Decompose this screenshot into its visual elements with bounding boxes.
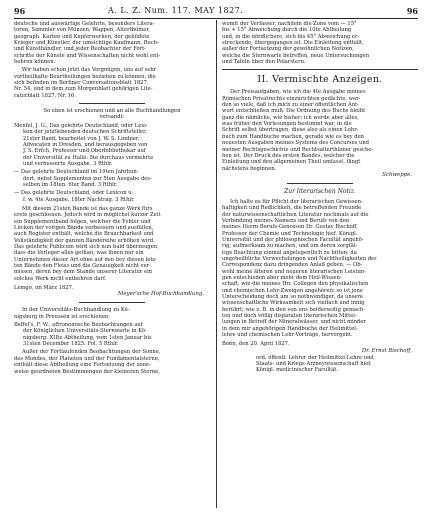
- text-line: streckende, übergegangen ist. Die Einleitung enthält,: [222, 40, 364, 47]
- text-line: und Kunsthändler, und jeder Beobachter der Fort-: [14, 46, 146, 53]
- text-line: Ich halte es für Pflicht der literarischen Gewissen-: [230, 198, 363, 205]
- text-line: womit der Verfasser, nachdem die Zone vom — 15°: [222, 21, 357, 27]
- announcement-line-2: versandt:: [99, 114, 125, 121]
- publisher-signature: Meyer'sche Hof-Buchhandlung.: [117, 291, 204, 298]
- text-line: ungeheilbliche Verwechslungen und Nachtheiligkeiten der: [222, 255, 377, 262]
- column-divider: [216, 20, 217, 508]
- text-line: Correspondenz dazu dringenden Anlaß geben. — Ob-: [222, 262, 363, 269]
- text-line: weise geordneten Bestimmungen der kleineren Sterne,: [14, 368, 160, 375]
- text-line: außer der Fortsetzung der gewöhnlichen Notizen,: [222, 46, 354, 53]
- text-line: lungen in Betreff der Mineralwässer, und nicht minder: [222, 319, 366, 326]
- text-line: erste geschlossen. Jedoch wird in möglichst kurzer Zeit: [14, 212, 161, 219]
- text-line: Königl. medicinischer Facultät.: [256, 367, 338, 374]
- running-title: A. L. Z. Num. 117. MAY 1827.: [108, 6, 244, 15]
- section-rule: [222, 69, 418, 70]
- text-line: Menfel, J. G., Das gelehrte Deutschland, oder Lexi-: [14, 122, 148, 129]
- text-line: nigsberg in Preussen ist erschienen:: [14, 313, 110, 320]
- book-entry-19th: [14, 169, 210, 188]
- text-line: Universität und der philosophischen Facultät angehö-: [222, 236, 364, 243]
- text-line: wohl meine älteren und neueren literarischen Leistun-: [222, 268, 366, 275]
- text-line: ganz die nämliche, wie bisher; ich werde aber alles,: [222, 114, 359, 121]
- text-line: Lücken der vorigen Bände verbessern und ausfüllen,: [14, 224, 154, 231]
- text-line: wissenschaftliche Wirksamkeit sich vielfach und innig: [222, 300, 365, 307]
- text-line: Außer der Fortlaufenden Beobachtungen der Sonne,: [22, 349, 161, 356]
- text-line: J. S. Erfch, Professor und Oberbibliothekar auf: [23, 148, 146, 155]
- left-column: [14, 21, 210, 375]
- text-line: gen entschieden aber mehr dem Heil-Wissen-: [222, 275, 342, 281]
- signature-title-block: [222, 355, 418, 374]
- text-line: der Universität zu Halle. 5te durchaus vermehrte: [23, 154, 154, 161]
- text-line: toren, Sammler von Münzen, Wappen, Alterthümer,: [14, 27, 150, 34]
- text-line: Beffel's, F. W., aftronomische Beobachtungen auf: [14, 322, 143, 329]
- paragraph-notice: [222, 199, 418, 339]
- text-line: Das gelehrte Publicum wird sich nun bald überzeugen,: [14, 244, 159, 250]
- text-line: nigsberg. XIIte Abtheilung, vom 1sten Januar bis: [23, 334, 152, 341]
- text-line: buch zum Handbuche machen, gerade wie es bey den: [222, 133, 364, 140]
- announcement-koenigsberg: [14, 307, 210, 320]
- text-line: der Königlichen Universitäts-Sternwarte in Kö-: [23, 328, 147, 335]
- text-line: ein Supplementband folgen, welcher die Fehler und: [14, 218, 151, 225]
- text-line: welche die Sternwarte betreffen, neue Untersuchungen: [222, 52, 370, 59]
- notice-title: Zur literarischen Notiz.: [284, 187, 356, 195]
- announcement-line: So eben ist erschienen und an alle Buchhandlungen: [43, 108, 181, 115]
- text-line: selben im 18ten. 6ter Band. 3 Rthlr.: [23, 181, 118, 188]
- text-line: und, in die nördlichere, sich bis 45° Abweichung er-: [222, 33, 360, 40]
- text-line: dass die Verleger alles gethan, was ihnen nur ein: [14, 250, 144, 257]
- text-line: missen, deren bey dem Stande unserer Literatur ein: [14, 269, 153, 276]
- text-line: Mit diesem 21sten Bande ist das ganze Werk fürs: [22, 205, 153, 212]
- text-line: raturblatt 1827. Nr. 16.: [14, 92, 76, 99]
- text-line: hen ist. Der Druck des ersten Bandes, welcher die: [222, 152, 355, 159]
- text-line: ten und doch völlig disparaten literarischen Mittei-: [222, 313, 357, 320]
- section-title: II. Vermischte Anzeigen.: [257, 74, 383, 86]
- text-line: deutsche und auswärtige Gelehrte, besonders Litera-: [14, 21, 155, 27]
- separator-2: [79, 302, 145, 303]
- text-line: solches Werk nicht entbehren darf.: [14, 275, 107, 282]
- text-line: ord. öffentl. Lehrer der Heilmittel-Lehre und: [256, 354, 374, 361]
- text-line: meiner Rechtsgeschichte und Rechtsalterthümer gesche-: [222, 146, 374, 153]
- paragraph-observations: [14, 349, 210, 374]
- text-line: und chemischen Lehr-Zweigen angehören: so ist jene: [222, 287, 363, 294]
- text-line: meines Herrn Berufs-Genossen Dr. Gustav Bischoff,: [222, 224, 358, 231]
- text-line: berührt; wie z. B. in den von uns beiderseitig gemach-: [222, 306, 365, 313]
- text-line: wort entschließen muß. Die Ordnung des Buchs bleibt: [222, 108, 366, 115]
- text-line: tige Beachtung einmal angelegentlich zu bitten; da: [222, 249, 357, 256]
- book-entry-bessel: [14, 322, 210, 347]
- book-entry-meusel: [14, 123, 210, 167]
- separator-3: [287, 183, 353, 184]
- text-line: schaft, wie die meines Hn. Collegen den physikalischen: [222, 281, 369, 288]
- text-line: schritte der Künste und Wissenschaften nicht wohl ent-: [14, 52, 161, 59]
- header-rule: [14, 18, 418, 19]
- text-line: rig, aufmerksam zu machen, und um deren sorgfäl-: [222, 243, 358, 250]
- text-line: — Das gelehrte Deutschland im 19ten Jahrhun-: [14, 169, 139, 176]
- place-date: Lemgo, im März 1827.: [14, 285, 74, 292]
- text-line: Schrift selbst übertragen, diese also als einen Lehr-: [222, 127, 359, 134]
- text-line: Nr. 54. und in dem zum Morgenblatt gehörigen Lite-: [14, 86, 153, 93]
- text-line: in dem mir angehörigen Handbuche der Heilmittel-: [222, 325, 358, 332]
- place-date-bonn: Bonn, den 20. April 1827.: [222, 341, 290, 348]
- text-line: und Tafeln über den Polarstern.: [222, 59, 306, 66]
- text-line: Professor der Chemie und Technologie hief. Königl.: [222, 230, 358, 237]
- text-line: geograph. Karten und Kupferwerken, der gebildete: [14, 33, 150, 40]
- text-line: kon der jetztlebenden deutschen Schriftsteller,: [23, 129, 147, 136]
- text-line: was früher den Vorlesungen bestimmt war, in die: [222, 121, 352, 128]
- text-line: behren können.: [14, 59, 56, 66]
- text-line: Einleitung und den allgemeinen Theil umfasst, fängt: [222, 159, 361, 166]
- paragraph-continuation: [222, 21, 418, 65]
- text-line: Wir haben schon jetzt das Vergnügen, uns auf sehr: [22, 67, 157, 74]
- text-line: Unternehmen dieser Art ohne auf den bey diesen letz-: [14, 256, 157, 263]
- text-line: bis + 15° Abweichung durch die 10te Abtheilung: [222, 27, 352, 34]
- text-line: haftigkeit und Redlichkeit, die betreffenden Freunde: [222, 205, 362, 212]
- text-line: ten Bände den Fleiss und die Genauigkeit nicht ver-: [14, 263, 151, 270]
- column-number: 96: [406, 6, 418, 16]
- text-line: neuesten Ausgaben meines Systems des Concurses und: [222, 140, 369, 147]
- text-line: Römischen Privatrechts einzurichten gedächte, wer-: [222, 95, 361, 102]
- paragraph-completion: [14, 206, 210, 282]
- text-line: den so viele, daß ich mich zu einer öffentlichen Ant-: [222, 102, 359, 109]
- text-line: Krieger und Künstler, der umsichtige Kaufmann, Buch-: [14, 40, 159, 47]
- text-line: vortheilhafte Beurtheilungen beziehen zu können, die: [14, 73, 156, 80]
- book-entry-supplement: [14, 190, 210, 203]
- text-line: des Mondes, der Planeten und der Fundamentalsterne,: [14, 355, 160, 362]
- text-line: und verbesserte Ausgabe. 3 Rthlr.: [23, 160, 113, 167]
- signature-schweppe: Schweppe.: [382, 171, 412, 178]
- text-line: enthält diese Abtheilung eine Fortsetzung der zone-: [14, 362, 151, 369]
- page-header: [14, 5, 418, 17]
- text-line: f. w. 4te Ausgabe. 18ter Nachtrag. 3 Rthlr.: [23, 196, 135, 203]
- right-column: [222, 21, 418, 374]
- text-line: der naturwissenschaftlichen Literatur nochmals auf die: [222, 211, 369, 218]
- paragraph-schweppe: [222, 89, 418, 171]
- text-line: sich befinden im Berliner Conversationsblatt 1827.: [14, 80, 149, 87]
- text-line: Vollständigkeit der ganzen Bändereihe erhöhen wird.: [14, 237, 155, 244]
- text-line: Advocaten in Dresden, und herausgegeben von: [23, 141, 148, 148]
- page-number: 96: [14, 6, 26, 16]
- paragraph-reviews: [14, 67, 210, 99]
- text-line: In der Universitäts-Buchhandlung zu Kö-: [22, 307, 130, 314]
- text-line: lehre und chemischen Lehr-Vorträge, hervorgeht.: [222, 332, 353, 339]
- separator: [79, 103, 145, 104]
- text-line: — Das gelehrte Deutschland, oder Lexicon u.: [14, 190, 134, 197]
- text-line: nächstens beginnen.: [222, 165, 277, 172]
- signature-bischoff: Dr. Ernst Bischoff,: [361, 347, 412, 354]
- text-line: auch Register enthält, welche die Brauchbarkeit und: [14, 231, 154, 238]
- paragraph-intro: [14, 21, 210, 65]
- text-line: Der Preisaufgaben, wie ich die 4te Ausgabe meines: [230, 89, 366, 96]
- text-line: Verbindung meines Namens und Berufs von den: [222, 217, 350, 224]
- text-line: 21ster Band, bearbeitet von J. W. S. Lindner,: [23, 135, 140, 142]
- text-line: Unterscheidung doch um so nothwendiger, da unsere: [222, 294, 363, 301]
- text-line: 31sten December 1825. Fol. 5 Rthlr.: [23, 341, 119, 348]
- text-line: Staats- und Kriegs-Arzneywissenschaft hief.: [256, 361, 372, 368]
- text-line: dert, nebst Supplementen zur 5ten Ausgabe des-: [23, 175, 152, 182]
